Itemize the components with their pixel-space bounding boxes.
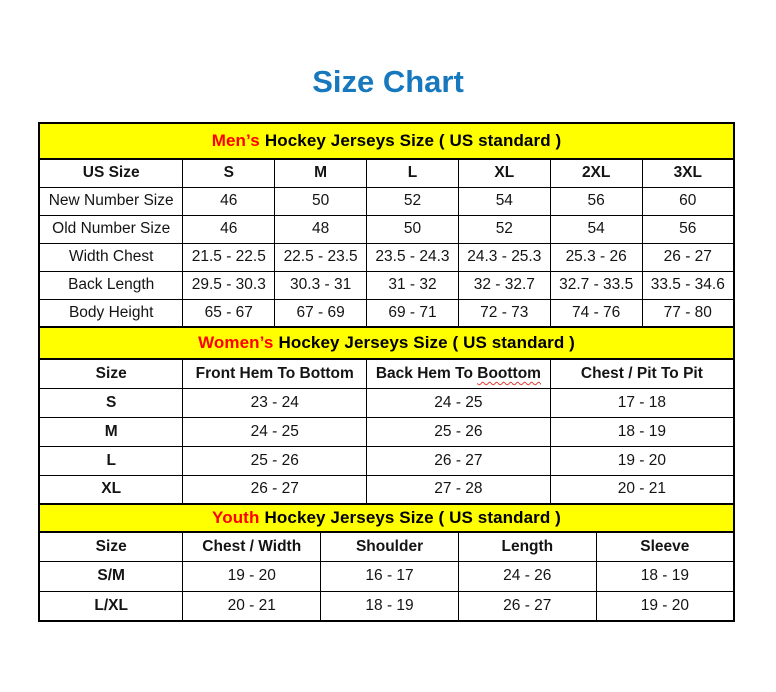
mens-header-l: L <box>367 159 459 187</box>
mens-header-s: S <box>183 159 275 187</box>
cell: 46 <box>183 215 275 243</box>
mens-banner-cell <box>39 123 734 159</box>
womens-header-chest: Chest / Pit To Pit <box>550 359 734 388</box>
youth-banner-text: Hockey Jerseys Size ( US standard ) <box>264 508 561 527</box>
row-label: L/XL <box>39 591 183 621</box>
row-label: New Number Size <box>39 187 183 215</box>
table-row <box>39 215 734 243</box>
cell: 24 - 25 <box>367 388 551 417</box>
youth-header-shoulder: Shoulder <box>321 532 459 561</box>
cell: 60 <box>642 187 734 215</box>
row-label: L <box>39 446 183 475</box>
mens-header-us-size: US Size <box>39 159 183 187</box>
cell: 24.3 - 25.3 <box>458 243 550 271</box>
cell: 20 - 21 <box>550 475 734 504</box>
table-row <box>39 299 734 327</box>
cell: 25 - 26 <box>183 446 367 475</box>
cell: 50 <box>275 187 367 215</box>
mens-banner <box>39 123 734 159</box>
cell: 77 - 80 <box>642 299 734 327</box>
womens-header-front-hem: Front Hem To Bottom <box>183 359 367 388</box>
table-row <box>39 243 734 271</box>
cell: 24 - 25 <box>183 417 367 446</box>
table-row <box>39 446 734 475</box>
row-label: S <box>39 388 183 417</box>
mens-header-row <box>39 159 734 187</box>
cell: 33.5 - 34.6 <box>642 271 734 299</box>
cell: 46 <box>183 187 275 215</box>
mens-header-xl: XL <box>458 159 550 187</box>
cell: 19 - 20 <box>183 561 321 591</box>
womens-header-back-hem <box>367 359 551 388</box>
mens-header-m: M <box>275 159 367 187</box>
page-title: Size Chart <box>312 64 464 99</box>
womens-header-size: Size <box>39 359 183 388</box>
row-label: XL <box>39 475 183 504</box>
mens-header-3xl: 3XL <box>642 159 734 187</box>
cell: 52 <box>458 215 550 243</box>
cell: 48 <box>275 215 367 243</box>
back-hem-misspelled-word: Boottom <box>477 364 541 382</box>
cell: 21.5 - 22.5 <box>183 243 275 271</box>
cell: 18 - 19 <box>596 561 734 591</box>
youth-header-chest: Chest / Width <box>183 532 321 561</box>
mens-banner-text: Hockey Jerseys Size ( US standard ) <box>264 131 562 150</box>
cell: 25.3 - 26 <box>550 243 642 271</box>
cell: 74 - 76 <box>550 299 642 327</box>
row-label: Width Chest <box>39 243 183 271</box>
cell: 23.5 - 24.3 <box>367 243 459 271</box>
cell: 23 - 24 <box>183 388 367 417</box>
womens-size-table <box>38 326 735 505</box>
size-chart <box>38 122 735 622</box>
cell: 54 <box>550 215 642 243</box>
womens-banner-cell <box>39 327 734 359</box>
cell: 56 <box>642 215 734 243</box>
cell: 27 - 28 <box>367 475 551 504</box>
cell: 65 - 67 <box>183 299 275 327</box>
womens-header-row <box>39 359 734 388</box>
youth-header-size: Size <box>39 532 183 561</box>
cell: 56 <box>550 187 642 215</box>
cell: 31 - 32 <box>367 271 459 299</box>
cell: 25 - 26 <box>367 417 551 446</box>
mens-header-2xl: 2XL <box>550 159 642 187</box>
cell: 72 - 73 <box>458 299 550 327</box>
cell: 19 - 20 <box>550 446 734 475</box>
youth-header-sleeve: Sleeve <box>596 532 734 561</box>
youth-banner <box>39 504 734 532</box>
table-row <box>39 271 734 299</box>
table-row <box>39 187 734 215</box>
row-label: S/M <box>39 561 183 591</box>
youth-size-table <box>38 503 735 622</box>
cell: 67 - 69 <box>275 299 367 327</box>
womens-banner-text: Hockey Jerseys Size ( US standard ) <box>278 333 575 352</box>
cell: 32.7 - 33.5 <box>550 271 642 299</box>
row-label: Old Number Size <box>39 215 183 243</box>
womens-banner <box>39 327 734 359</box>
cell: 22.5 - 23.5 <box>275 243 367 271</box>
cell: 32 - 32.7 <box>458 271 550 299</box>
row-label: M <box>39 417 183 446</box>
table-row <box>39 561 734 591</box>
cell: 19 - 20 <box>596 591 734 621</box>
mens-banner-highlight: Men’s <box>211 131 260 150</box>
back-hem-prefix: Back Hem To <box>375 364 473 382</box>
womens-banner-highlight: Women’s <box>198 333 274 352</box>
cell: 69 - 71 <box>367 299 459 327</box>
cell: 29.5 - 30.3 <box>183 271 275 299</box>
cell: 18 - 19 <box>321 591 459 621</box>
cell: 26 - 27 <box>367 446 551 475</box>
table-row <box>39 388 734 417</box>
cell: 30.3 - 31 <box>275 271 367 299</box>
table-row <box>39 591 734 621</box>
youth-banner-cell <box>39 504 734 532</box>
cell: 26 - 27 <box>458 591 596 621</box>
youth-header-row <box>39 532 734 561</box>
row-label: Back Length <box>39 271 183 299</box>
cell: 26 - 27 <box>642 243 734 271</box>
youth-header-length: Length <box>458 532 596 561</box>
cell: 16 - 17 <box>321 561 459 591</box>
table-row <box>39 417 734 446</box>
cell: 24 - 26 <box>458 561 596 591</box>
cell: 54 <box>458 187 550 215</box>
table-row <box>39 475 734 504</box>
cell: 18 - 19 <box>550 417 734 446</box>
cell: 26 - 27 <box>183 475 367 504</box>
youth-banner-highlight: Youth <box>212 508 260 527</box>
cell: 50 <box>367 215 459 243</box>
cell: 52 <box>367 187 459 215</box>
cell: 20 - 21 <box>183 591 321 621</box>
mens-size-table <box>38 122 735 328</box>
row-label: Body Height <box>39 299 183 327</box>
cell: 17 - 18 <box>550 388 734 417</box>
